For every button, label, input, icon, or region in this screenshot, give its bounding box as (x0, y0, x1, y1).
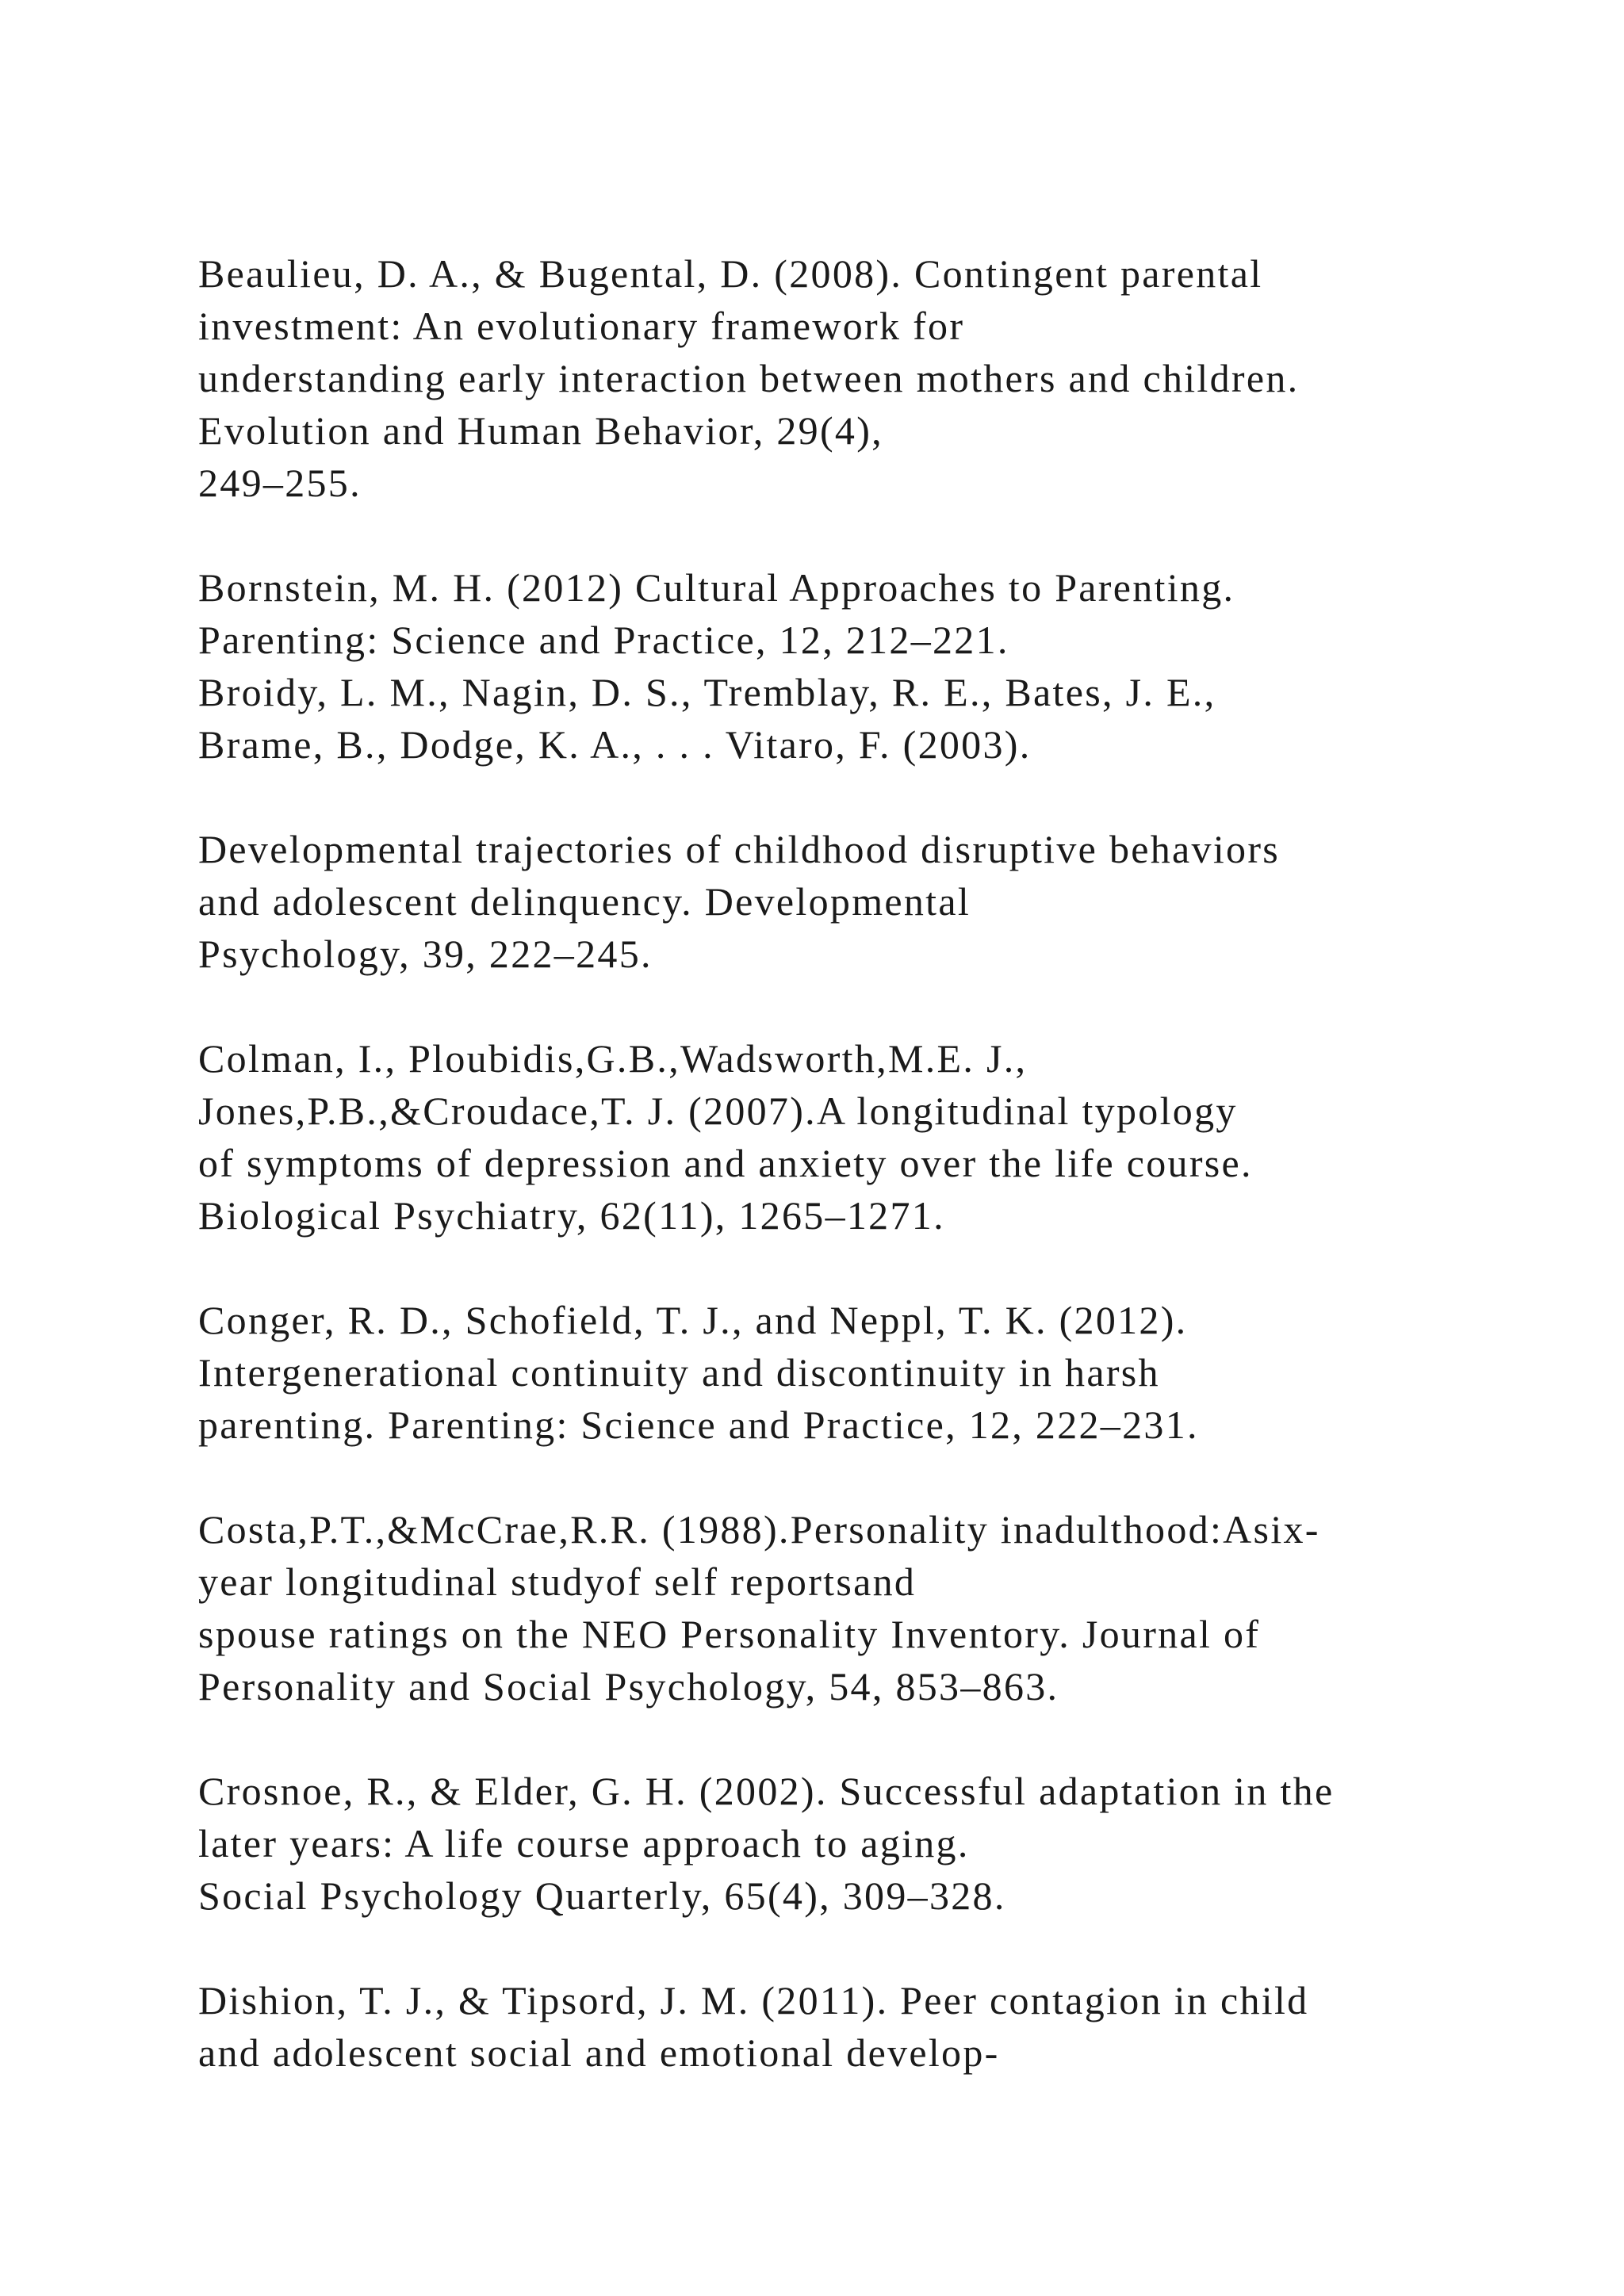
reference-entry (198, 1765, 1507, 1922)
reference-line: Developmental trajectories of childhood disruptive behaviors (198, 827, 1281, 871)
reference-line: Biological Psychiatry, 62(11), 1265–1271. (198, 1193, 945, 1238)
reference-line: Parenting: Science and Practice, 12, 212–221. (198, 618, 1009, 662)
reference-line: Personality and Social Psychology, 54, 853–863. (198, 1664, 1059, 1709)
reference-line: understanding early interaction between mothers and children. (198, 356, 1300, 400)
reference-line: later years: A life course approach to aging. (198, 1821, 970, 1866)
reference-line: year longitudinal studyof self reportsand (198, 1559, 917, 1604)
reference-line: Beaulieu, D. A., & Bugental, D. (2008). Contingent parental (198, 251, 1263, 296)
reference-entry (198, 561, 1507, 771)
reference-line: parenting. Parenting: Science and Practice, 12, 222–231. (198, 1402, 1199, 1447)
reference-line: Crosnoe, R., & Elder, G. H. (2002). Successful adaptation in the (198, 1769, 1335, 1813)
reference-line: 249–255. (198, 461, 362, 505)
reference-line: Conger, R. D., Schofield, T. J., and Neppl, T. K. (2012). (198, 1298, 1188, 1342)
reference-line: Social Psychology Quarterly, 65(4), 309–328. (198, 1873, 1006, 1918)
reference-list (198, 247, 1507, 2131)
reference-line: Brame, B., Dodge, K. A., . . . Vitaro, F. (2003). (198, 722, 1032, 767)
reference-line: Costa,P.T.,&McCrae,R.R. (1988).Personality inadulthood:Asix- (198, 1507, 1320, 1552)
reference-entry (198, 1294, 1507, 1451)
reference-line: Colman, I., Ploubidis,G.B.,Wadsworth,M.E. J., (198, 1036, 1028, 1081)
reference-line: Dishion, T. J., & Tipsord, J. M. (2011). Peer contagion in child (198, 1978, 1309, 2022)
reference-line: Evolution and Human Behavior, 29(4), (198, 408, 883, 453)
reference-line: and adolescent social and emotional develop- (198, 2030, 1000, 2075)
reference-line: Bornstein, M. H. (2012) Cultural Approaches to Parenting. (198, 565, 1235, 610)
reference-entry (198, 1503, 1507, 1712)
reference-line: spouse ratings on the NEO Personality Inventory. Journal of (198, 1612, 1261, 1656)
reference-line: investment: An evolutionary framework for (198, 304, 965, 348)
reference-line: Broidy, L. M., Nagin, D. S., Tremblay, R. E., Bates, J. E., (198, 670, 1216, 714)
reference-line: and adolescent delinquency. Developmental (198, 879, 971, 924)
reference-entry (198, 1974, 1507, 2079)
reference-line: Psychology, 39, 222–245. (198, 932, 653, 976)
reference-line: Intergenerational continuity and discontinuity in harsh (198, 1350, 1160, 1395)
reference-line: of symptoms of depression and anxiety over the life course. (198, 1141, 1253, 1185)
reference-entry (198, 247, 1507, 509)
reference-entry (198, 823, 1507, 980)
reference-line: Jones,P.B.,&Croudace,T. J. (2007).A longitudinal typology (198, 1089, 1238, 1133)
reference-entry (198, 1032, 1507, 1242)
